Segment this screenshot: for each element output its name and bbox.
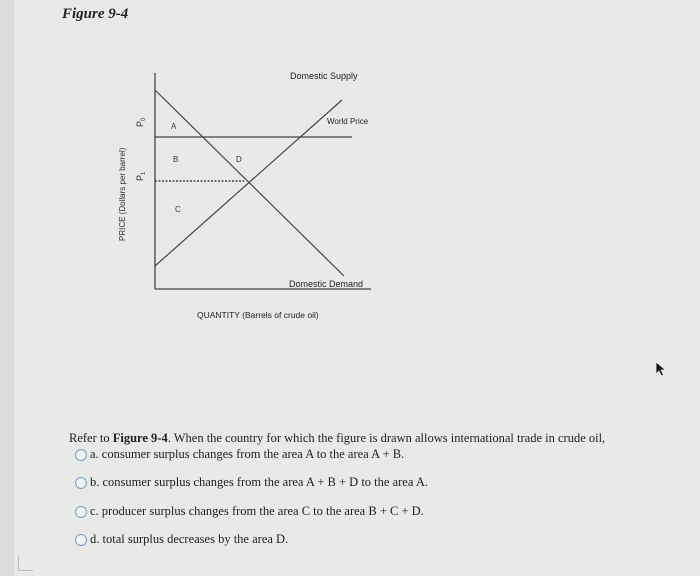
- domestic-demand-line: [155, 90, 344, 276]
- x-axis-label: QUANTITY (Barrels of crude oil): [197, 310, 319, 320]
- area-d-label: D: [236, 155, 242, 164]
- mouse-pointer-icon: [655, 361, 667, 377]
- supply-demand-chart: [14, 0, 700, 420]
- area-a-label: A: [171, 122, 177, 131]
- option-a[interactable]: [75, 447, 404, 462]
- p1-subscript: 1: [141, 171, 147, 175]
- option-d-radio[interactable]: [75, 534, 87, 546]
- domestic-supply-line: [155, 100, 342, 266]
- option-a-radio[interactable]: [75, 449, 87, 461]
- p1-label-text: P: [135, 174, 145, 181]
- y-axis-label: PRICE (Dollars per barrel): [118, 147, 127, 241]
- p0-subscript: 0: [141, 117, 147, 121]
- option-b-radio[interactable]: [75, 477, 87, 489]
- corner-bracket: [18, 556, 33, 571]
- p0-label: [135, 117, 147, 127]
- option-c-radio[interactable]: [75, 506, 87, 518]
- option-b[interactable]: [75, 475, 428, 490]
- option-c-label: c. producer surplus changes from the area C to the area B + C + D.: [90, 504, 424, 518]
- figure-reference: Figure 9-4: [112, 431, 168, 445]
- world-price-label: World Price: [327, 117, 369, 126]
- page: [14, 0, 700, 576]
- question-body: . When the country for which the figure is drawn allows international trade in crude oil,: [167, 431, 606, 445]
- option-d-label: d. total surplus decreases by the area D.: [90, 532, 289, 546]
- domestic-supply-label: Domestic Supply: [290, 71, 358, 81]
- question-prefix: Refer to: [69, 431, 113, 445]
- domestic-demand-label: Domestic Demand: [289, 279, 364, 289]
- figure-title: Figure 9-4: [62, 6, 129, 22]
- option-d[interactable]: [75, 532, 288, 547]
- p0-label-text: P: [135, 120, 145, 127]
- option-b-label: b. consumer surplus changes from the area A + B + D to the area A.: [90, 475, 428, 489]
- option-c[interactable]: [75, 504, 424, 519]
- p1-label: [135, 171, 147, 181]
- area-b-label: B: [173, 155, 179, 164]
- question-text: [69, 430, 699, 447]
- area-c-label: C: [175, 205, 181, 214]
- option-a-label: a. consumer surplus changes from the area A to the area A + B.: [90, 447, 405, 461]
